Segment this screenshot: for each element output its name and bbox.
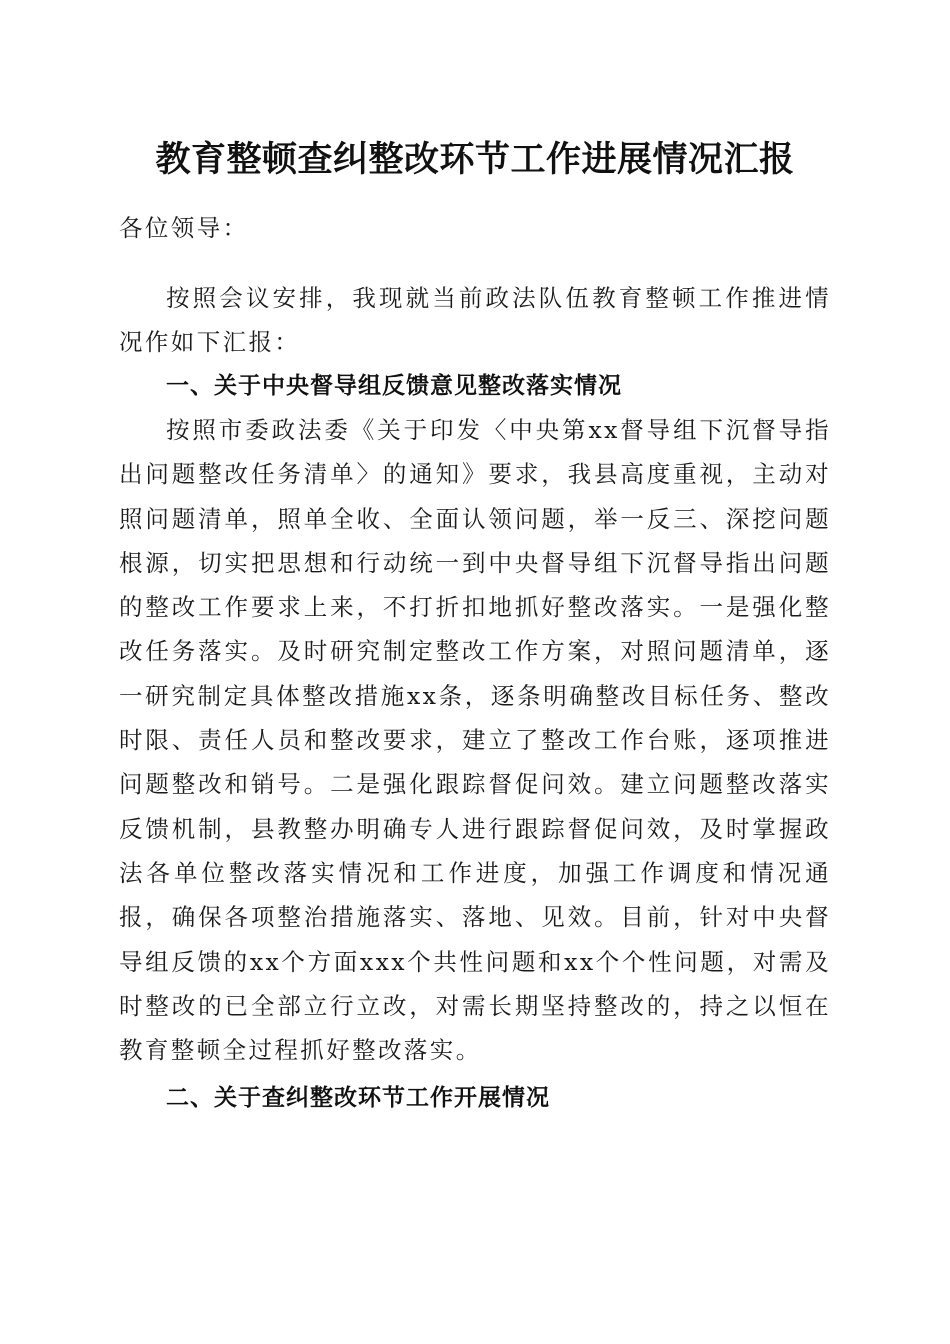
section-1-paragraph: 按照市委政法委《关于印发〈中央第xx督导组下沉督导指出问题整改任务清单〉的通知》要求，我县高度重视，主动对照问题清单，照单全收、全面认领问题，举一反三、深挖问题根源，切实把思想和行动统一到中央督导组下沉督导指出问题的整改工作要求上来，不打折扣地抓好整改落实。一是强化整改任务落实。及时研究制定整改工作方案，对照问题清单，逐一研究制定具体整改措施xx条，逐条明确整改目标任务、整改时限、责任人员和整改要求，建立了整改工作台账，逐项推进问题整改和销号。二是强化跟踪督促问效。建立问题整改落实反馈机制，县教整办明确专人进行跟踪督促问效，及时掌握政法各单位整改落实情况和工作进度，加强工作调度和情况通报，确保各项整治措施落实、落地、见效。目前，针对中央督导组反馈的xx个方面xxx个共性问题和xx个个性问题，对需及时整改的已全部立行立改，对需长期坚持整改的，持之以恒在教育整顿全过程抓好整改落实。 — [119, 416, 831, 1065]
salutation: 各位领导： — [119, 214, 249, 242]
section-heading-1: 一、关于中央督导组反馈意见整改落实情况 — [166, 373, 622, 399]
section-heading-2: 二、关于查纠整改环节工作开展情况 — [166, 1085, 550, 1111]
document-title: 教育整顿查纠整改环节工作进展情况汇报 — [155, 139, 795, 180]
intro-paragraph: 按照会议安排，我现就当前政法队伍教育整顿工作推进情况作如下汇报： — [119, 284, 831, 357]
